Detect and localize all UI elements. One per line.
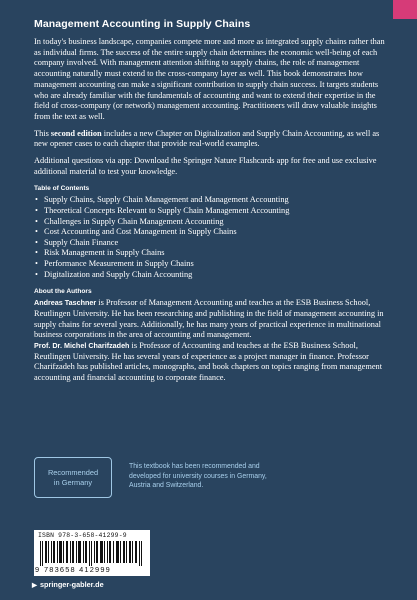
recommended-badge bbox=[34, 457, 112, 498]
authors-heading: About the Authors bbox=[34, 288, 92, 296]
toc-item: • Supply Chain Finance bbox=[34, 238, 386, 249]
toc-item: • Supply Chains, Supply Chain Management and Management Accounting bbox=[34, 195, 386, 206]
back-cover-text bbox=[34, 18, 386, 384]
toc-heading: Table of Contents bbox=[34, 185, 90, 193]
author-name: Prof. Dr. Michel Charifzadeh bbox=[34, 341, 130, 350]
book-title: Management Accounting in Supply Chains bbox=[34, 18, 251, 30]
publisher-link-text: springer-gabler.de bbox=[40, 580, 104, 589]
barcode-digit-rest: 783658 412999 bbox=[44, 565, 111, 574]
edition-paragraph bbox=[34, 129, 386, 150]
edition-prefix: This bbox=[34, 128, 51, 138]
arrow-right-icon: ▶ bbox=[32, 582, 37, 589]
barcode-icon bbox=[40, 541, 144, 566]
toc-item: • Performance Measurement in Supply Chains bbox=[34, 259, 386, 270]
edition-bold: second edition bbox=[50, 128, 102, 138]
app-paragraph: Additional questions via app: Download the Springer Nature Flashcards app for free and use exclusive additional material to test your knowledge. bbox=[34, 156, 377, 176]
publisher-link[interactable] bbox=[32, 580, 104, 589]
badge-note: This textbook has been recommended and developed for university courses in Germany, Austria and Switzerland. bbox=[129, 463, 267, 489]
barcode-digit-first: 9 bbox=[35, 565, 41, 574]
intro-paragraph: In today's business landscape, companies compete more and more as integrated supply chains rather than as individual firms. The success of the entire supply chain determines the economic well-being of each company involved. With management attention shifting to supply chains, the role of management accounting naturally must extend to the cross-company layer as well. This book demonstrates how management accounting can make a significant contribution to supply chain success. It targets students who are already familiar with the fundamentals of accounting and want to extend their expertise in the field of cross-company (or network) management accounting. Practitioners will draw valuable insights from the text as well. bbox=[34, 37, 385, 121]
author-bio-text: is Professor of Accounting and teaches at the ESB Business School, Reutlingen University. He has several years of experience as a project manager in finance. Professor Charifzadeh has published articles, monographs, and book chapters on topics ranging from management accounting and financial accounting to corporate finance. bbox=[34, 341, 383, 383]
badge-line: Recommended bbox=[47, 468, 99, 477]
toc-item: • Risk Management in Supply Chains bbox=[34, 248, 386, 259]
author-bio-text: is Professor of Management Accounting and teaches at the ESB Business School, Reutlingen University. He has been researching and publishing in the field of management accounting in supply chains for several years. Additionally, he has many years of practical experience in multinational business corporations in the area of accounting and management. bbox=[34, 298, 384, 340]
toc-item: • Cost Accounting and Cost Management in Supply Chains bbox=[34, 227, 386, 238]
authors-section bbox=[34, 298, 386, 384]
toc-list bbox=[34, 195, 386, 280]
toc-item: • Theoretical Concepts Relevant to Supply Chain Management Accounting bbox=[34, 206, 386, 217]
accent-tab bbox=[393, 0, 417, 19]
barcode bbox=[34, 530, 150, 576]
toc-item: • Challenges in Supply Chain Management Accounting bbox=[34, 217, 386, 228]
author-bio bbox=[34, 341, 386, 384]
author-bio bbox=[34, 298, 386, 341]
toc-item: • Digitalization and Supply Chain Accounting bbox=[34, 270, 386, 281]
author-name: Andreas Taschner bbox=[34, 298, 97, 308]
badge-line: in Germany bbox=[53, 477, 93, 487]
edition-suffix: includes a new Chapter on Digitalization and Supply Chain Accounting, as well as new opener cases to each chapter that provide real-world examples. bbox=[34, 128, 380, 149]
isbn-label: ISBN 978-3-658-41299-9 bbox=[38, 532, 127, 539]
